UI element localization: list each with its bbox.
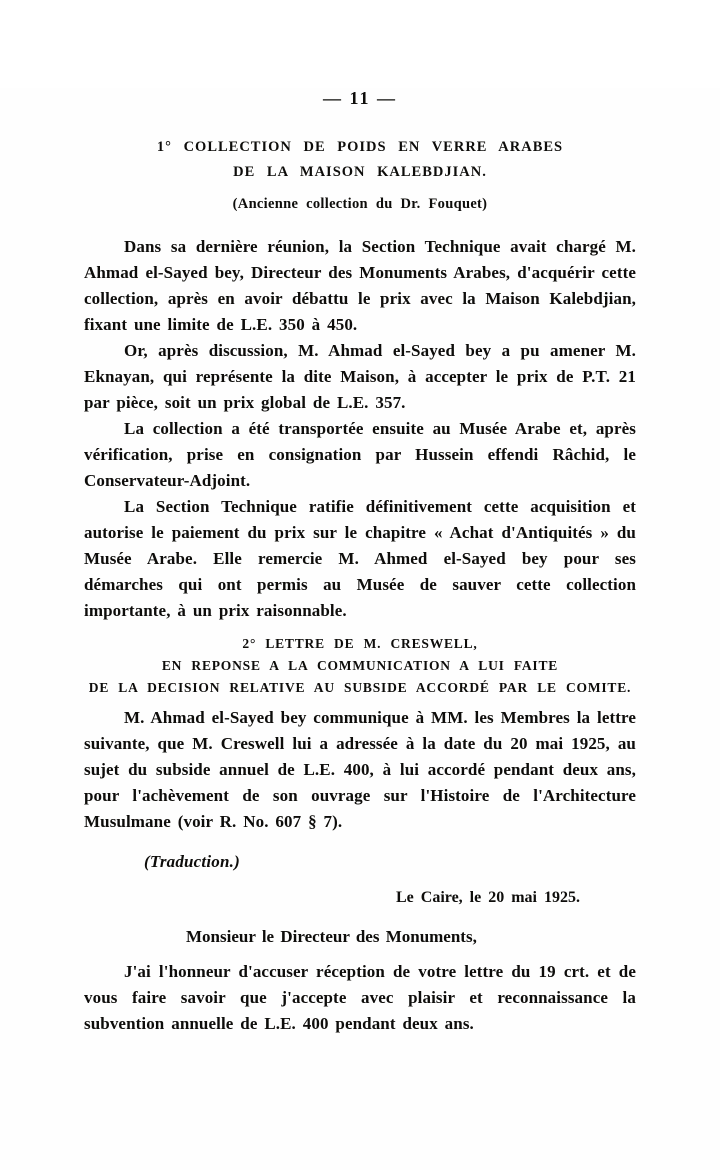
section1-heading-line2: DE LA MAISON KALEBDJIAN. bbox=[233, 164, 487, 180]
section1-body bbox=[84, 234, 636, 624]
section2-heading-line2: EN REPONSE A LA COMMUNICATION A LUI FAITE bbox=[161, 658, 559, 673]
section1-heading bbox=[0, 135, 720, 185]
traduction-label: (Traduction.) bbox=[144, 852, 240, 871]
section2-intro-paragraph: M. Ahmad el-Sayed bey communique à MM. les Membres la lettre suivante, que M. Creswell lui a adressée à la date du 20 mai 1925, au sujet du subside annuel de L.E. 400, à lui accordé pendant deux ans, pour l'achèvement de son ouvrage sur l'Histoire de l'Architecture Musulmane (voir R. No. 607 § 7). bbox=[84, 708, 636, 831]
section1-paragraph-4: La Section Technique ratifie définitivement cette acquisition et autorise le paiement du prix sur le chapitre « Achat d'Antiquités » du Musée Arabe. Elle remercie M. Ahmed el-Sayed bey pour ses démarches qui ont permis au Musée de sauver cette collection importante, à un prix raisonnable. bbox=[84, 497, 636, 620]
scanned-document-page bbox=[0, 88, 720, 1170]
section1-paragraph-3: La collection a été transportée ensuite au Musée Arabe et, après vérification, prise en consignation par Hussein effendi Râchid, le Conservateur-Adjoint. bbox=[84, 419, 636, 490]
section2-body bbox=[84, 705, 636, 1037]
section2-heading-line3: DE LA DECISION RELATIVE AU SUBSIDE ACCORDÉ PAR LE COMITE. bbox=[88, 680, 632, 695]
section2-heading bbox=[0, 633, 720, 699]
section1-subheading: (Ancienne collection du Dr. Fouquet) bbox=[232, 196, 488, 212]
letter-body-paragraph: J'ai l'honneur d'accuser réception de votre lettre du 19 crt. et de vous faire savoir que j'accepte avec plaisir et reconnaissance la subvention annuelle de L.E. 400 pendant deux ans. bbox=[84, 962, 636, 1033]
letter-salutation: Monsieur le Directeur des Monuments, bbox=[186, 927, 477, 946]
section2-heading-line1: 2° LETTRE DE M. CRESWELL, bbox=[242, 636, 478, 651]
letter-dateline: Le Caire, le 20 mai 1925. bbox=[395, 889, 580, 906]
section1-heading-line1: 1° COLLECTION DE POIDS EN VERRE ARABES bbox=[156, 139, 564, 155]
page-number: — 11 — bbox=[322, 88, 397, 108]
section1-paragraph-1: Dans sa dernière réunion, la Section Technique avait chargé M. Ahmad el-Sayed bey, Directeur des Monuments Arabes, d'acquérir cette collection, après en avoir débattu le prix avec la Maison Kalebdjian, fixant une limite de L.E. 350 à 450. bbox=[84, 237, 636, 334]
section1-paragraph-2: Or, après discussion, M. Ahmad el-Sayed bey a pu amener M. Eknayan, qui représente la dite Maison, à accepter le prix de P.T. 21 par pièce, soit un prix global de L.E. 357. bbox=[84, 341, 636, 412]
